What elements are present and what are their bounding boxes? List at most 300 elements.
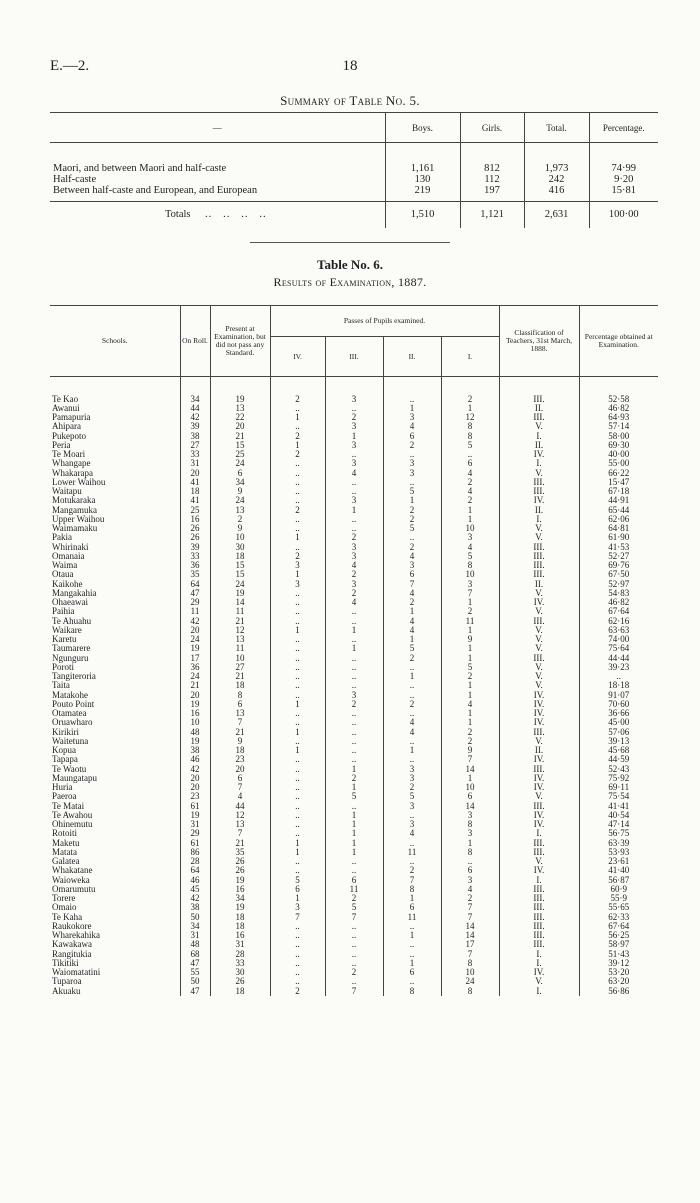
cell-i: 8: [441, 422, 499, 431]
cell-classification: III.: [499, 413, 579, 422]
cell-present: 44: [210, 802, 270, 811]
cell-ii: 4: [383, 728, 441, 737]
cell-present: 9: [210, 487, 270, 496]
cell-present: 35: [210, 848, 270, 857]
cell-school: Mangamuka: [52, 504, 97, 515]
cell-on-roll: 28: [180, 857, 210, 866]
cell-i: 1: [441, 654, 499, 663]
cell-on-roll: 16: [180, 515, 210, 524]
cell-iv: ..: [270, 959, 325, 968]
cell-percentage: 75·92: [579, 774, 658, 783]
cell-present: 6: [210, 700, 270, 709]
cell-percentage: 39·13: [579, 737, 658, 746]
cell-classification: V.: [499, 792, 579, 801]
cell-ii: 4: [383, 422, 441, 431]
cell-i: 7: [441, 589, 499, 598]
cell-iv: ..: [270, 404, 325, 413]
cell-percentage: 57·14: [579, 422, 658, 431]
cell-present: 16: [210, 885, 270, 894]
cell-i: 2: [441, 478, 499, 487]
cell-iii: ..: [325, 802, 383, 811]
cell-percentage: 44·59: [579, 755, 658, 764]
cell-on-roll: 42: [180, 765, 210, 774]
cell-classification: V.: [499, 422, 579, 431]
cell-i: 1: [441, 681, 499, 690]
cell-ii: 11: [383, 913, 441, 922]
header-iii: III.: [325, 337, 383, 377]
cell-classification: IV.: [499, 811, 579, 820]
cell-classification: III.: [499, 617, 579, 626]
summary-cell-pct: 74·99: [589, 163, 658, 174]
cell-iii: 1: [325, 829, 383, 838]
cell-iii: ..: [325, 737, 383, 746]
cell-school: Poroti: [52, 661, 75, 672]
cell-iv: 3: [270, 561, 325, 570]
cell-i: 14: [441, 931, 499, 940]
cell-iii: 3: [325, 496, 383, 505]
cell-percentage: 15·47: [579, 478, 658, 487]
cell-present: 20: [210, 765, 270, 774]
cell-percentage: 44·44: [579, 654, 658, 663]
cell-present: 2: [210, 515, 270, 524]
cell-school: Omanaia: [52, 550, 85, 561]
cell-i: 14: [441, 765, 499, 774]
cell-school: Whakatane: [52, 865, 93, 876]
cell-iii: 1: [325, 432, 383, 441]
cell-ii: 1: [383, 746, 441, 755]
cell-classification: III.: [499, 802, 579, 811]
cell-percentage: 39·23: [579, 663, 658, 672]
cell-iv: 1: [270, 413, 325, 422]
cell-classification: V.: [499, 672, 579, 681]
cell-present: 34: [210, 894, 270, 903]
cell-ii: 6: [383, 903, 441, 912]
cell-iii: 6: [325, 876, 383, 885]
cell-i: 5: [441, 552, 499, 561]
cell-on-roll: 64: [180, 866, 210, 875]
cell-present: 16: [210, 931, 270, 940]
cell-ii: 1: [383, 607, 441, 616]
cell-iv: 6: [270, 885, 325, 894]
cell-classification: IV.: [499, 450, 579, 459]
cell-iv: ..: [270, 931, 325, 940]
cell-iii: ..: [325, 959, 383, 968]
cell-i: 4: [441, 885, 499, 894]
cell-ii: 2: [383, 543, 441, 552]
cell-percentage: 36·66: [579, 709, 658, 718]
cell-iii: 1: [325, 506, 383, 515]
cell-on-roll: 41: [180, 478, 210, 487]
cell-iii: ..: [325, 709, 383, 718]
cell-on-roll: 36: [180, 561, 210, 570]
cell-classification: III.: [499, 654, 579, 663]
cell-on-roll: 61: [180, 802, 210, 811]
cell-iv: 1: [270, 848, 325, 857]
cell-ii: 2: [383, 654, 441, 663]
summary-header-girls: Girls.: [460, 113, 524, 143]
summary-cell-girls: 197: [460, 185, 524, 196]
cell-present: 14: [210, 598, 270, 607]
cell-iv: ..: [270, 478, 325, 487]
summary-body: [50, 143, 658, 196]
cell-on-roll: 19: [180, 700, 210, 709]
cell-on-roll: 24: [180, 635, 210, 644]
cell-school: Ahipara: [52, 421, 81, 432]
cell-on-roll: 39: [180, 422, 210, 431]
cell-present: 7: [210, 718, 270, 727]
cell-school: Te Moari: [52, 449, 86, 459]
cell-iv: 1: [270, 441, 325, 450]
cell-school: Waima: [52, 560, 78, 570]
cell-percentage: 40·00: [579, 450, 658, 459]
cell-classification: III.: [499, 543, 579, 552]
cell-school: Whangape: [52, 458, 91, 469]
cell-iv: ..: [270, 774, 325, 783]
cell-present: 33: [210, 959, 270, 968]
cell-percentage: 41·41: [579, 802, 658, 811]
cell-i: 9: [441, 746, 499, 755]
cell-classification: I.: [499, 515, 579, 524]
cell-classification: IV.: [499, 774, 579, 783]
cell-ii: ..: [383, 737, 441, 746]
cell-iii: ..: [325, 617, 383, 626]
cell-classification: V.: [499, 626, 579, 635]
cell-percentage: 52·27: [579, 552, 658, 561]
cell-percentage: 55·65: [579, 903, 658, 912]
cell-school: Tapapa: [52, 754, 78, 765]
cell-ii: 2: [383, 866, 441, 875]
cell-i: 1: [441, 506, 499, 515]
cell-classification: V.: [499, 607, 579, 616]
cell-iii: ..: [325, 654, 383, 663]
cell-ii: 2: [383, 598, 441, 607]
cell-i: 10: [441, 968, 499, 977]
cell-iii: ..: [325, 515, 383, 524]
cell-on-roll: 31: [180, 931, 210, 940]
cell-on-roll: 47: [180, 589, 210, 598]
cell-present: 25: [210, 450, 270, 459]
cell-iii: 2: [325, 533, 383, 542]
cell-iv: 3: [270, 903, 325, 912]
cell-iii: 7: [325, 987, 383, 996]
cell-present: 26: [210, 977, 270, 986]
cell-school: Kirikiri: [52, 726, 79, 737]
summary-cell-total: 416: [524, 185, 589, 196]
cell-percentage: 75·64: [579, 644, 658, 653]
cell-school: Te Kaha: [52, 911, 83, 922]
cell-percentage: 41·53: [579, 543, 658, 552]
cell-iv: 1: [270, 894, 325, 903]
cell-iii: 2: [325, 589, 383, 598]
cell-classification: III.: [499, 922, 579, 931]
cell-classification: V.: [499, 857, 579, 866]
cell-school: Pukepoto: [52, 430, 87, 441]
cell-ii: ..: [383, 811, 441, 820]
cell-on-roll: 42: [180, 413, 210, 422]
cell-ii: ..: [383, 922, 441, 931]
cell-school: Waitetuna: [52, 735, 89, 746]
cell-present: 26: [210, 866, 270, 875]
cell-iii: 2: [325, 700, 383, 709]
cell-i: 14: [441, 922, 499, 931]
cell-i: ..: [441, 450, 499, 459]
cell-school: Te Kao: [52, 393, 79, 404]
cell-percentage: 46·82: [579, 404, 658, 413]
cell-i: 6: [441, 866, 499, 875]
cell-on-roll: 20: [180, 774, 210, 783]
cell-iv: ..: [270, 635, 325, 644]
cell-ii: 7: [383, 876, 441, 885]
cell-iv: ..: [270, 829, 325, 838]
cell-on-roll: 86: [180, 848, 210, 857]
cell-classification: I.: [499, 829, 579, 838]
cell-percentage: 45·68: [579, 746, 658, 755]
cell-percentage: 67·50: [579, 570, 658, 579]
cell-ii: 6: [383, 968, 441, 977]
cell-present: 13: [210, 709, 270, 718]
cell-classification: I.: [499, 950, 579, 959]
cell-i: 11: [441, 617, 499, 626]
header-on-roll: On Roll.: [180, 306, 210, 377]
cell-present: 18: [210, 746, 270, 755]
cell-school: Paihia: [52, 606, 75, 617]
summary-row-label: Between half-caste and European, and European: [53, 184, 258, 196]
cell-present: 10: [210, 654, 270, 663]
summary-cell-pct: 9·20: [589, 174, 658, 185]
cell-classification: III.: [499, 839, 579, 848]
cell-i: 10: [441, 783, 499, 792]
cell-present: 23: [210, 755, 270, 764]
cell-present: 34: [210, 478, 270, 487]
cell-on-roll: 20: [180, 691, 210, 700]
cell-ii: ..: [383, 395, 441, 404]
cell-on-roll: 45: [180, 885, 210, 894]
cell-classification: V.: [499, 589, 579, 598]
cell-on-roll: 47: [180, 959, 210, 968]
cell-percentage: 66·22: [579, 469, 658, 478]
cell-iii: ..: [325, 866, 383, 875]
cell-ii: 4: [383, 718, 441, 727]
cell-percentage: 46·82: [579, 598, 658, 607]
cell-ii: ..: [383, 950, 441, 959]
cell-iv: 2: [270, 552, 325, 561]
cell-ii: 4: [383, 617, 441, 626]
cell-present: 7: [210, 783, 270, 792]
cell-on-roll: 18: [180, 487, 210, 496]
cell-iii: ..: [325, 663, 383, 672]
cell-iii: ..: [325, 746, 383, 755]
cell-iii: 1: [325, 811, 383, 820]
cell-iv: ..: [270, 487, 325, 496]
cell-school: Taita: [52, 680, 70, 691]
cell-i: 10: [441, 570, 499, 579]
cell-percentage: 62·06: [579, 515, 658, 524]
cell-present: 13: [210, 820, 270, 829]
cell-classification: V.: [499, 524, 579, 533]
cell-iii: ..: [325, 404, 383, 413]
cell-classification: III.: [499, 894, 579, 903]
cell-iv: ..: [270, 940, 325, 949]
cell-iii: 3: [325, 580, 383, 589]
cell-ii: 2: [383, 441, 441, 450]
cell-ii: ..: [383, 857, 441, 866]
cell-school: Huria: [52, 782, 73, 792]
cell-ii: 2: [383, 515, 441, 524]
cell-iii: 2: [325, 774, 383, 783]
cell-on-roll: 61: [180, 839, 210, 848]
cell-classification: III.: [499, 728, 579, 737]
cell-on-roll: 34: [180, 922, 210, 931]
cell-iv: ..: [270, 977, 325, 986]
cell-school: Mangakahia: [52, 587, 97, 598]
cell-school: Akuaku: [52, 985, 81, 996]
cell-i: 1: [441, 718, 499, 727]
cell-percentage: 69·30: [579, 441, 658, 450]
cell-present: 11: [210, 644, 270, 653]
cell-i: 1: [441, 404, 499, 413]
cell-iv: 2: [270, 432, 325, 441]
cell-classification: III.: [499, 885, 579, 894]
summary-cell-total: 1,973: [524, 163, 589, 174]
cell-school: Ohinemutu: [52, 819, 93, 829]
cell-iv: 1: [270, 533, 325, 542]
summary-totals-boys: 1,510: [385, 202, 460, 228]
cell-on-roll: 29: [180, 598, 210, 607]
cell-percentage: 53·20: [579, 968, 658, 977]
cell-on-roll: 20: [180, 469, 210, 478]
cell-percentage: 67·18: [579, 487, 658, 496]
cell-classification: III.: [499, 478, 579, 487]
cell-iii: ..: [325, 857, 383, 866]
cell-iii: 3: [325, 552, 383, 561]
cell-on-roll: 46: [180, 755, 210, 764]
cell-ii: ..: [383, 691, 441, 700]
summary-header-dash: —: [50, 113, 385, 143]
cell-iv: ..: [270, 459, 325, 468]
cell-iii: ..: [325, 940, 383, 949]
cell-ii: 11: [383, 848, 441, 857]
cell-on-roll: 23: [180, 792, 210, 801]
cell-iv: 2: [270, 506, 325, 515]
cell-ii: ..: [383, 940, 441, 949]
cell-ii: 5: [383, 487, 441, 496]
cell-i: 2: [441, 672, 499, 681]
cell-classification: III.: [499, 395, 579, 404]
cell-on-roll: 34: [180, 395, 210, 404]
cell-classification: II.: [499, 580, 579, 589]
cell-present: 10: [210, 533, 270, 542]
cell-i: 1: [441, 709, 499, 718]
cell-present: 13: [210, 506, 270, 515]
cell-iv: ..: [270, 968, 325, 977]
cell-present: 7: [210, 829, 270, 838]
cell-i: 2: [441, 395, 499, 404]
cell-school: Galatea: [52, 856, 80, 866]
cell-iii: 5: [325, 903, 383, 912]
cell-school: Tuparoa: [52, 976, 82, 987]
cell-school: Tikitiki: [52, 957, 79, 968]
cell-school: Omarumutu: [52, 883, 96, 894]
cell-iii: 11: [325, 885, 383, 894]
cell-on-roll: 19: [180, 811, 210, 820]
cell-iii: 1: [325, 644, 383, 653]
cell-classification: IV.: [499, 700, 579, 709]
cell-iv: ..: [270, 496, 325, 505]
cell-school: Oruawharo: [52, 717, 93, 728]
cell-percentage: 64·93: [579, 413, 658, 422]
cell-iv: ..: [270, 589, 325, 598]
cell-percentage: 65·44: [579, 506, 658, 515]
cell-school: Kaikohe: [52, 578, 83, 589]
cell-iv: ..: [270, 802, 325, 811]
cell-percentage: 23·61: [579, 857, 658, 866]
cell-classification: V.: [499, 681, 579, 690]
cell-percentage: 52·43: [579, 765, 658, 774]
cell-i: 3: [441, 876, 499, 885]
cell-i: 7: [441, 913, 499, 922]
cell-school: Rangitukia: [52, 948, 92, 959]
cell-iii: 1: [325, 839, 383, 848]
cell-present: 21: [210, 839, 270, 848]
cell-present: 26: [210, 857, 270, 866]
cell-school: Whakarapa: [52, 467, 93, 478]
header-present: Present at Examination, but did not pass any Standard.: [210, 306, 270, 377]
cell-present: 30: [210, 968, 270, 977]
cell-on-roll: 27: [180, 441, 210, 450]
summary-header-percentage: Percentage.: [589, 113, 658, 143]
cell-classification: I.: [499, 432, 579, 441]
cell-classification: II.: [499, 441, 579, 450]
summary-row-label: Maori, and between Maori and half-caste: [53, 162, 227, 174]
cell-percentage: 75·54: [579, 792, 658, 801]
cell-present: 30: [210, 543, 270, 552]
cell-on-roll: 39: [180, 543, 210, 552]
cell-iv: ..: [270, 765, 325, 774]
cell-ii: ..: [383, 533, 441, 542]
cell-school: Tangiteroria: [52, 671, 96, 681]
cell-school: Omaio: [52, 902, 77, 913]
cell-iv: ..: [270, 783, 325, 792]
cell-iv: ..: [270, 857, 325, 866]
cell-school: Wharekahika: [52, 930, 100, 940]
cell-present: 9: [210, 524, 270, 533]
cell-classification: IV.: [499, 709, 579, 718]
cell-classification: I.: [499, 987, 579, 996]
cell-classification: III.: [499, 940, 579, 949]
summary-header-total: Total.: [524, 113, 589, 143]
cell-present: 19: [210, 876, 270, 885]
cell-ii: 2: [383, 700, 441, 709]
cell-school: Maungatapu: [52, 772, 97, 783]
cell-present: 4: [210, 792, 270, 801]
cell-on-roll: 38: [180, 903, 210, 912]
cell-on-roll: 48: [180, 940, 210, 949]
cell-ii: 4: [383, 829, 441, 838]
summary-row: [50, 163, 658, 174]
summary-cell-total: 242: [524, 174, 589, 185]
summary-cell-pct: 15·81: [589, 185, 658, 196]
cell-ii: 3: [383, 765, 441, 774]
cell-present: 28: [210, 950, 270, 959]
cell-i: 6: [441, 792, 499, 801]
cell-percentage: 45·00: [579, 718, 658, 727]
cell-present: 13: [210, 635, 270, 644]
cell-classification: II.: [499, 404, 579, 413]
cell-i: 1: [441, 839, 499, 848]
cell-classification: V.: [499, 635, 579, 644]
cell-iii: 1: [325, 848, 383, 857]
summary-row-label: Half-caste: [53, 173, 97, 185]
